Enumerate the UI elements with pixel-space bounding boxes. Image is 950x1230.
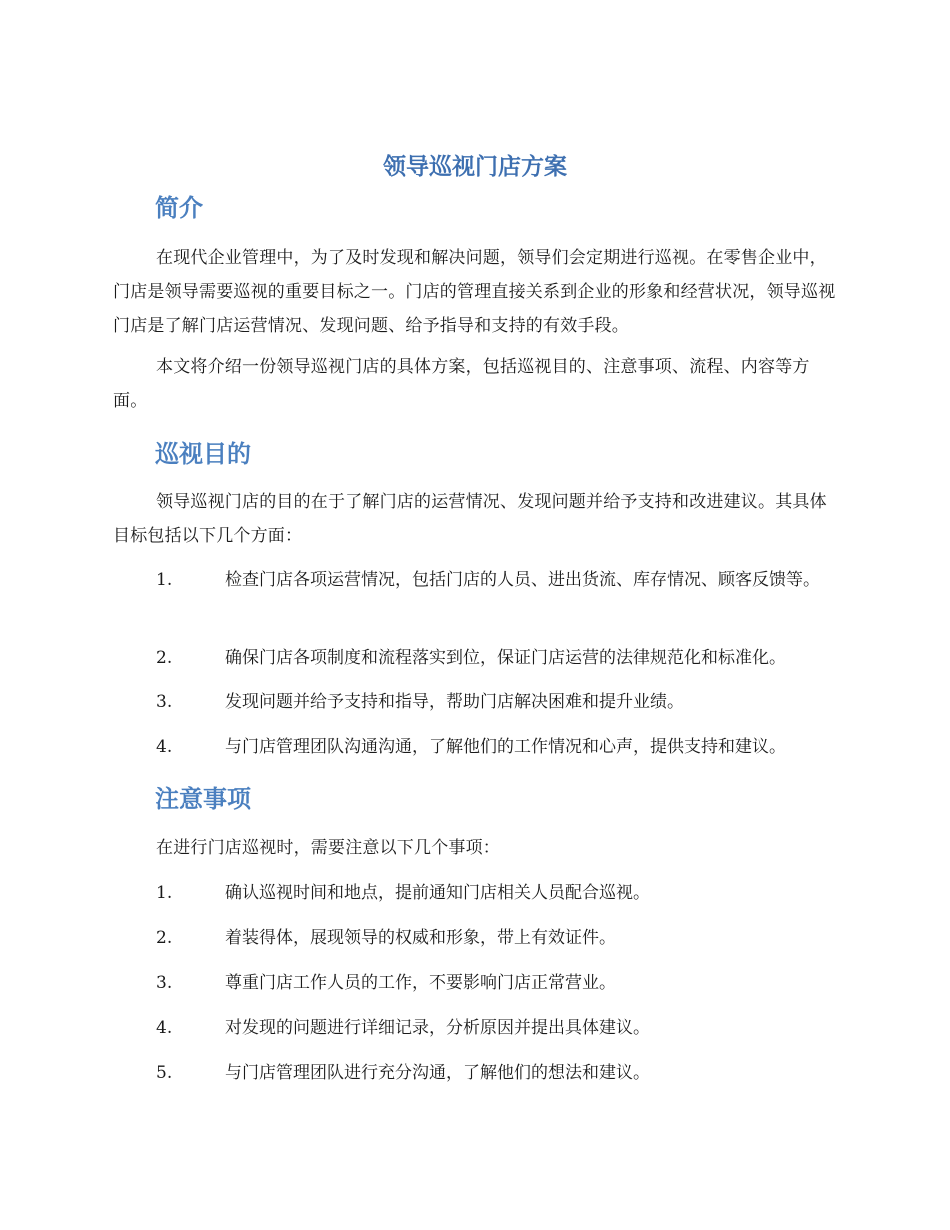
list-item-text: 对发现的问题进行详细记录，分析原因并提出具体建议。 <box>225 1018 650 1038</box>
paragraph: 在进行门店巡视时，需要注意以下几个事项： <box>156 838 500 858</box>
list-item-number: 1. <box>156 570 173 590</box>
section-heading-purpose: 巡视目的 <box>155 440 251 468</box>
paragraph: 本文将介绍一份领导巡视门店的具体方案，包括巡视目的、注意事项、流程、内容等方面。 <box>113 357 810 411</box>
list-item <box>113 641 838 675</box>
list-item-text: 检查门店各项运营情况，包括门店的人员、进出货流、库存情况、顾客反馈等。 <box>225 570 820 590</box>
list-item <box>113 1011 838 1045</box>
document-title: 领导巡视门店方案 <box>383 154 567 180</box>
list-item-number: 3. <box>156 692 173 712</box>
list-item <box>113 685 838 719</box>
list-item <box>113 563 838 597</box>
list-item-text: 与门店管理团队沟通沟通，了解他们的工作情况和心声，提供支持和建议。 <box>225 737 786 757</box>
list-item-text: 尊重门店工作人员的工作，不要影响门店正常营业。 <box>225 973 616 993</box>
list-item <box>113 966 838 1000</box>
list-item-number: 3. <box>156 973 173 993</box>
list-item-number: 4. <box>156 1018 173 1038</box>
list-item-text: 发现问题并给予支持和指导，帮助门店解决困难和提升业绩。 <box>225 692 684 712</box>
list-item-number: 5. <box>156 1063 173 1083</box>
section-heading-notes: 注意事项 <box>155 785 251 813</box>
paragraph: 领导巡视门店的目的在于了解门店的运营情况、发现问题并给予支持和改进建议。其具体目标包括以下几个方面： <box>113 492 827 546</box>
list-item-number: 2. <box>156 648 173 668</box>
list-item-number: 1. <box>156 883 173 903</box>
section-heading-intro: 简介 <box>155 194 203 222</box>
list-item-text: 确认巡视时间和地点，提前通知门店相关人员配合巡视。 <box>225 883 650 903</box>
list-item-text: 与门店管理团队进行充分沟通，了解他们的想法和建议。 <box>225 1063 650 1083</box>
list-item <box>113 921 838 955</box>
list-item <box>113 876 838 910</box>
list-item-text: 着装得体，展现领导的权威和形象，带上有效证件。 <box>225 928 616 948</box>
list-item-number: 4. <box>156 737 173 757</box>
list-item <box>113 730 838 764</box>
list-item-number: 2. <box>156 928 173 948</box>
paragraph: 在现代企业管理中，为了及时发现和解决问题，领导们会定期进行巡视。在零售企业中，门店是领导需要巡视的重要目标之一。门店的管理直接关系到企业的形象和经营状况，领导巡视门店是了解门店运营情况、发现问题、给予指导和支持的有效手段。 <box>113 248 836 336</box>
list-item-text: 确保门店各项制度和流程落实到位，保证门店运营的法律规范化和标准化。 <box>225 648 786 668</box>
list-item <box>113 1056 838 1090</box>
